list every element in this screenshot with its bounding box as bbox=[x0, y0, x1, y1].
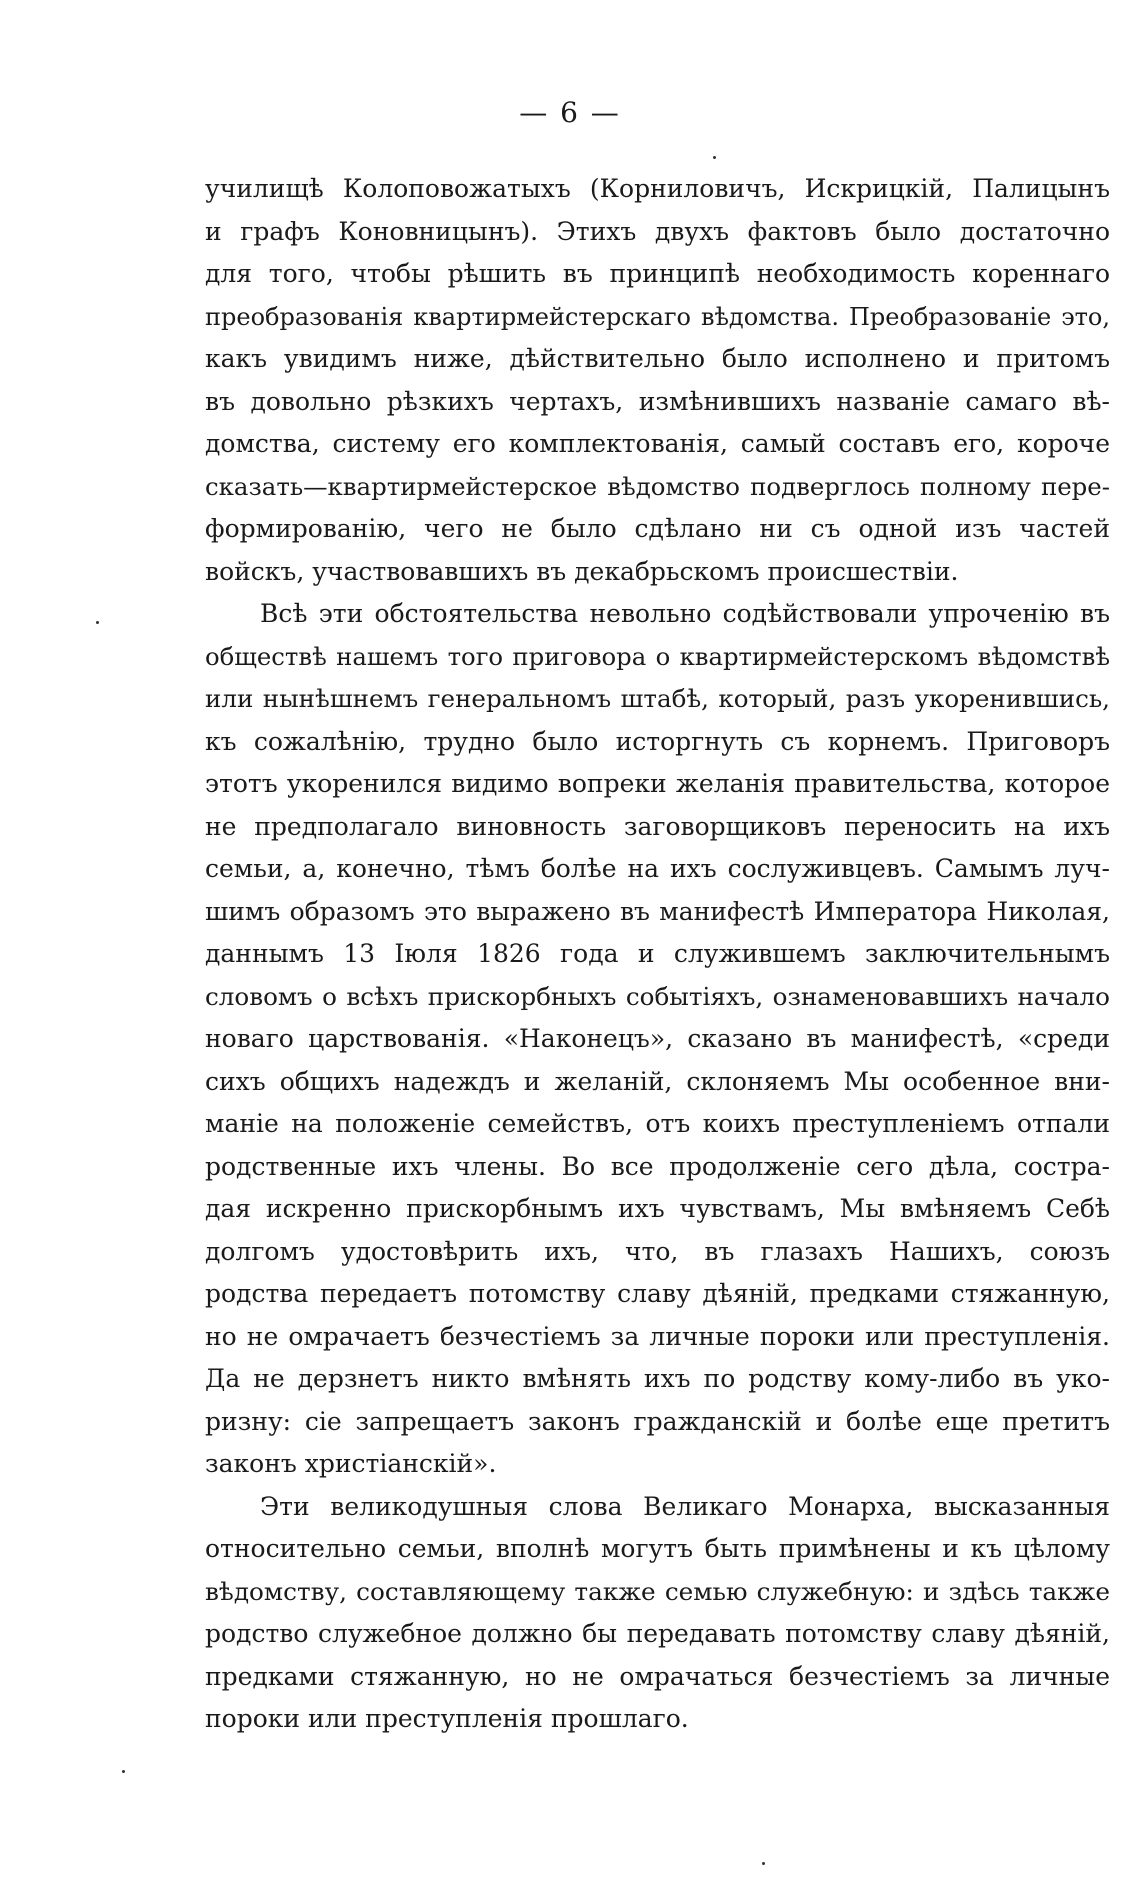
page-number: — 6 — bbox=[519, 96, 621, 129]
text-line: въ довольно рѣзкихъ чертахъ, измѣнившихъ названіе самаго вѣ- bbox=[205, 386, 1110, 416]
text-line: войскъ, участвовавшихъ въ декабрьскомъ происшествіи. bbox=[205, 556, 959, 586]
paragraph-2 bbox=[205, 593, 1110, 1486]
paragraph-3 bbox=[205, 1486, 1110, 1741]
text-line: но не омрачаетъ безчестіемъ за личные пороки или преступленія. bbox=[205, 1321, 1110, 1351]
paragraph-1 bbox=[205, 168, 1110, 593]
text-line: Всѣ эти обстоятельства невольно содѣйствовали упроченію въ bbox=[260, 599, 1110, 628]
text-line: предками стяжанную, но не омрачаться безчестіемъ за личные bbox=[205, 1661, 1110, 1691]
print-speck bbox=[122, 1770, 125, 1773]
text-line: училищѣ Колоповожатыхъ (Корниловичъ, Искрицкій, Палицынъ bbox=[205, 174, 1110, 203]
print-speck bbox=[713, 156, 716, 159]
text-line: родство служебное должно бы передавать потомству славу дѣяній, bbox=[205, 1619, 1110, 1648]
text-line: какъ увидимъ ниже, дѣйствительно было исполнено и притомъ bbox=[205, 344, 1110, 373]
text-line: даннымъ 13 Іюля 1826 года и служившемъ заключительнымъ bbox=[205, 939, 1110, 968]
text-line: ризну: сіе запрещаетъ законъ гражданскій и болѣе еще претитъ bbox=[205, 1406, 1110, 1436]
text-line: родства передаетъ потомству славу дѣяній, предками стяжанную, bbox=[205, 1279, 1110, 1308]
text-line: домства, систему его комплектованія, самый составъ его, короче bbox=[205, 429, 1110, 458]
text-line: сказать—квартирмейстерское вѣдомство подверглось полному пере- bbox=[205, 471, 1110, 501]
text-line: семьи, а, конечно, тѣмъ болѣе на ихъ сослуживцевъ. Самымъ луч- bbox=[205, 854, 1110, 883]
text-line: дая искренно прискорбнымъ ихъ чувствамъ, Мы вмѣняемъ Себѣ bbox=[205, 1194, 1110, 1223]
text-line: словомъ о всѣхъ прискорбныхъ событіяхъ, ознаменовавшихъ начало bbox=[205, 981, 1110, 1011]
text-line: и графъ Коновницынъ). Этихъ двухъ фактовъ было достаточно bbox=[205, 216, 1110, 246]
text-line: этотъ укоренился видимо вопреки желанія правительства, которое bbox=[205, 769, 1110, 798]
text-line: маніе на положеніе семействъ, отъ коихъ преступленіемъ отпали bbox=[205, 1109, 1110, 1138]
body-text bbox=[205, 168, 1110, 1741]
text-line: Да не дерзнетъ никто вмѣнять ихъ по родству кому-либо въ уко- bbox=[205, 1364, 1110, 1393]
text-line: или нынѣшнемъ генеральномъ штабѣ, который, разъ укоренившись, bbox=[205, 684, 1110, 713]
text-line: законъ христіанскій». bbox=[205, 1449, 497, 1478]
text-line: пороки или преступленія прошлаго. bbox=[205, 1704, 689, 1733]
text-line: Эти великодушныя слова Великаго Монарха, высказанныя bbox=[260, 1491, 1110, 1521]
text-line: не предполагало виновность заговорщиковъ переносить на ихъ bbox=[205, 811, 1110, 841]
text-line: новаго царствованія. «Наконецъ», сказано въ манифестѣ, «среди bbox=[205, 1024, 1110, 1053]
text-line: шимъ образомъ это выражено въ манифестѣ Императора Николая, bbox=[205, 896, 1110, 926]
text-line: для того, чтобы рѣшить въ принципѣ необходимость кореннаго bbox=[205, 259, 1110, 288]
print-speck bbox=[96, 621, 99, 624]
text-line: вѣдомству, составляющему также семью служебную: и здѣсь также bbox=[205, 1576, 1110, 1606]
text-line: обществѣ нашемъ того приговора о квартирмейстерскомъ вѣдомствѣ bbox=[205, 641, 1110, 671]
text-line: преобразованія квартирмейстерскаго вѣдомства. Преобразованіе это, bbox=[205, 302, 1110, 331]
print-speck bbox=[762, 1862, 765, 1865]
text-line: долгомъ удостовѣрить ихъ, что, въ глазахъ Нашихъ, союзъ bbox=[205, 1236, 1110, 1266]
text-line: формированію, чего не было сдѣлано ни съ одной изъ частей bbox=[205, 514, 1110, 543]
text-line: относительно семьи, вполнѣ могутъ быть примѣнены и къ цѣлому bbox=[205, 1534, 1110, 1563]
text-line: родственные ихъ члены. Во все продолженіе сего дѣла, сострa- bbox=[205, 1151, 1110, 1181]
text-line: сихъ общихъ надеждъ и желаній, склоняемъ Мы особенное вни- bbox=[205, 1066, 1110, 1096]
text-line: къ сожалѣнію, трудно было исторгнуть съ корнемъ. Приговоръ bbox=[205, 726, 1110, 756]
